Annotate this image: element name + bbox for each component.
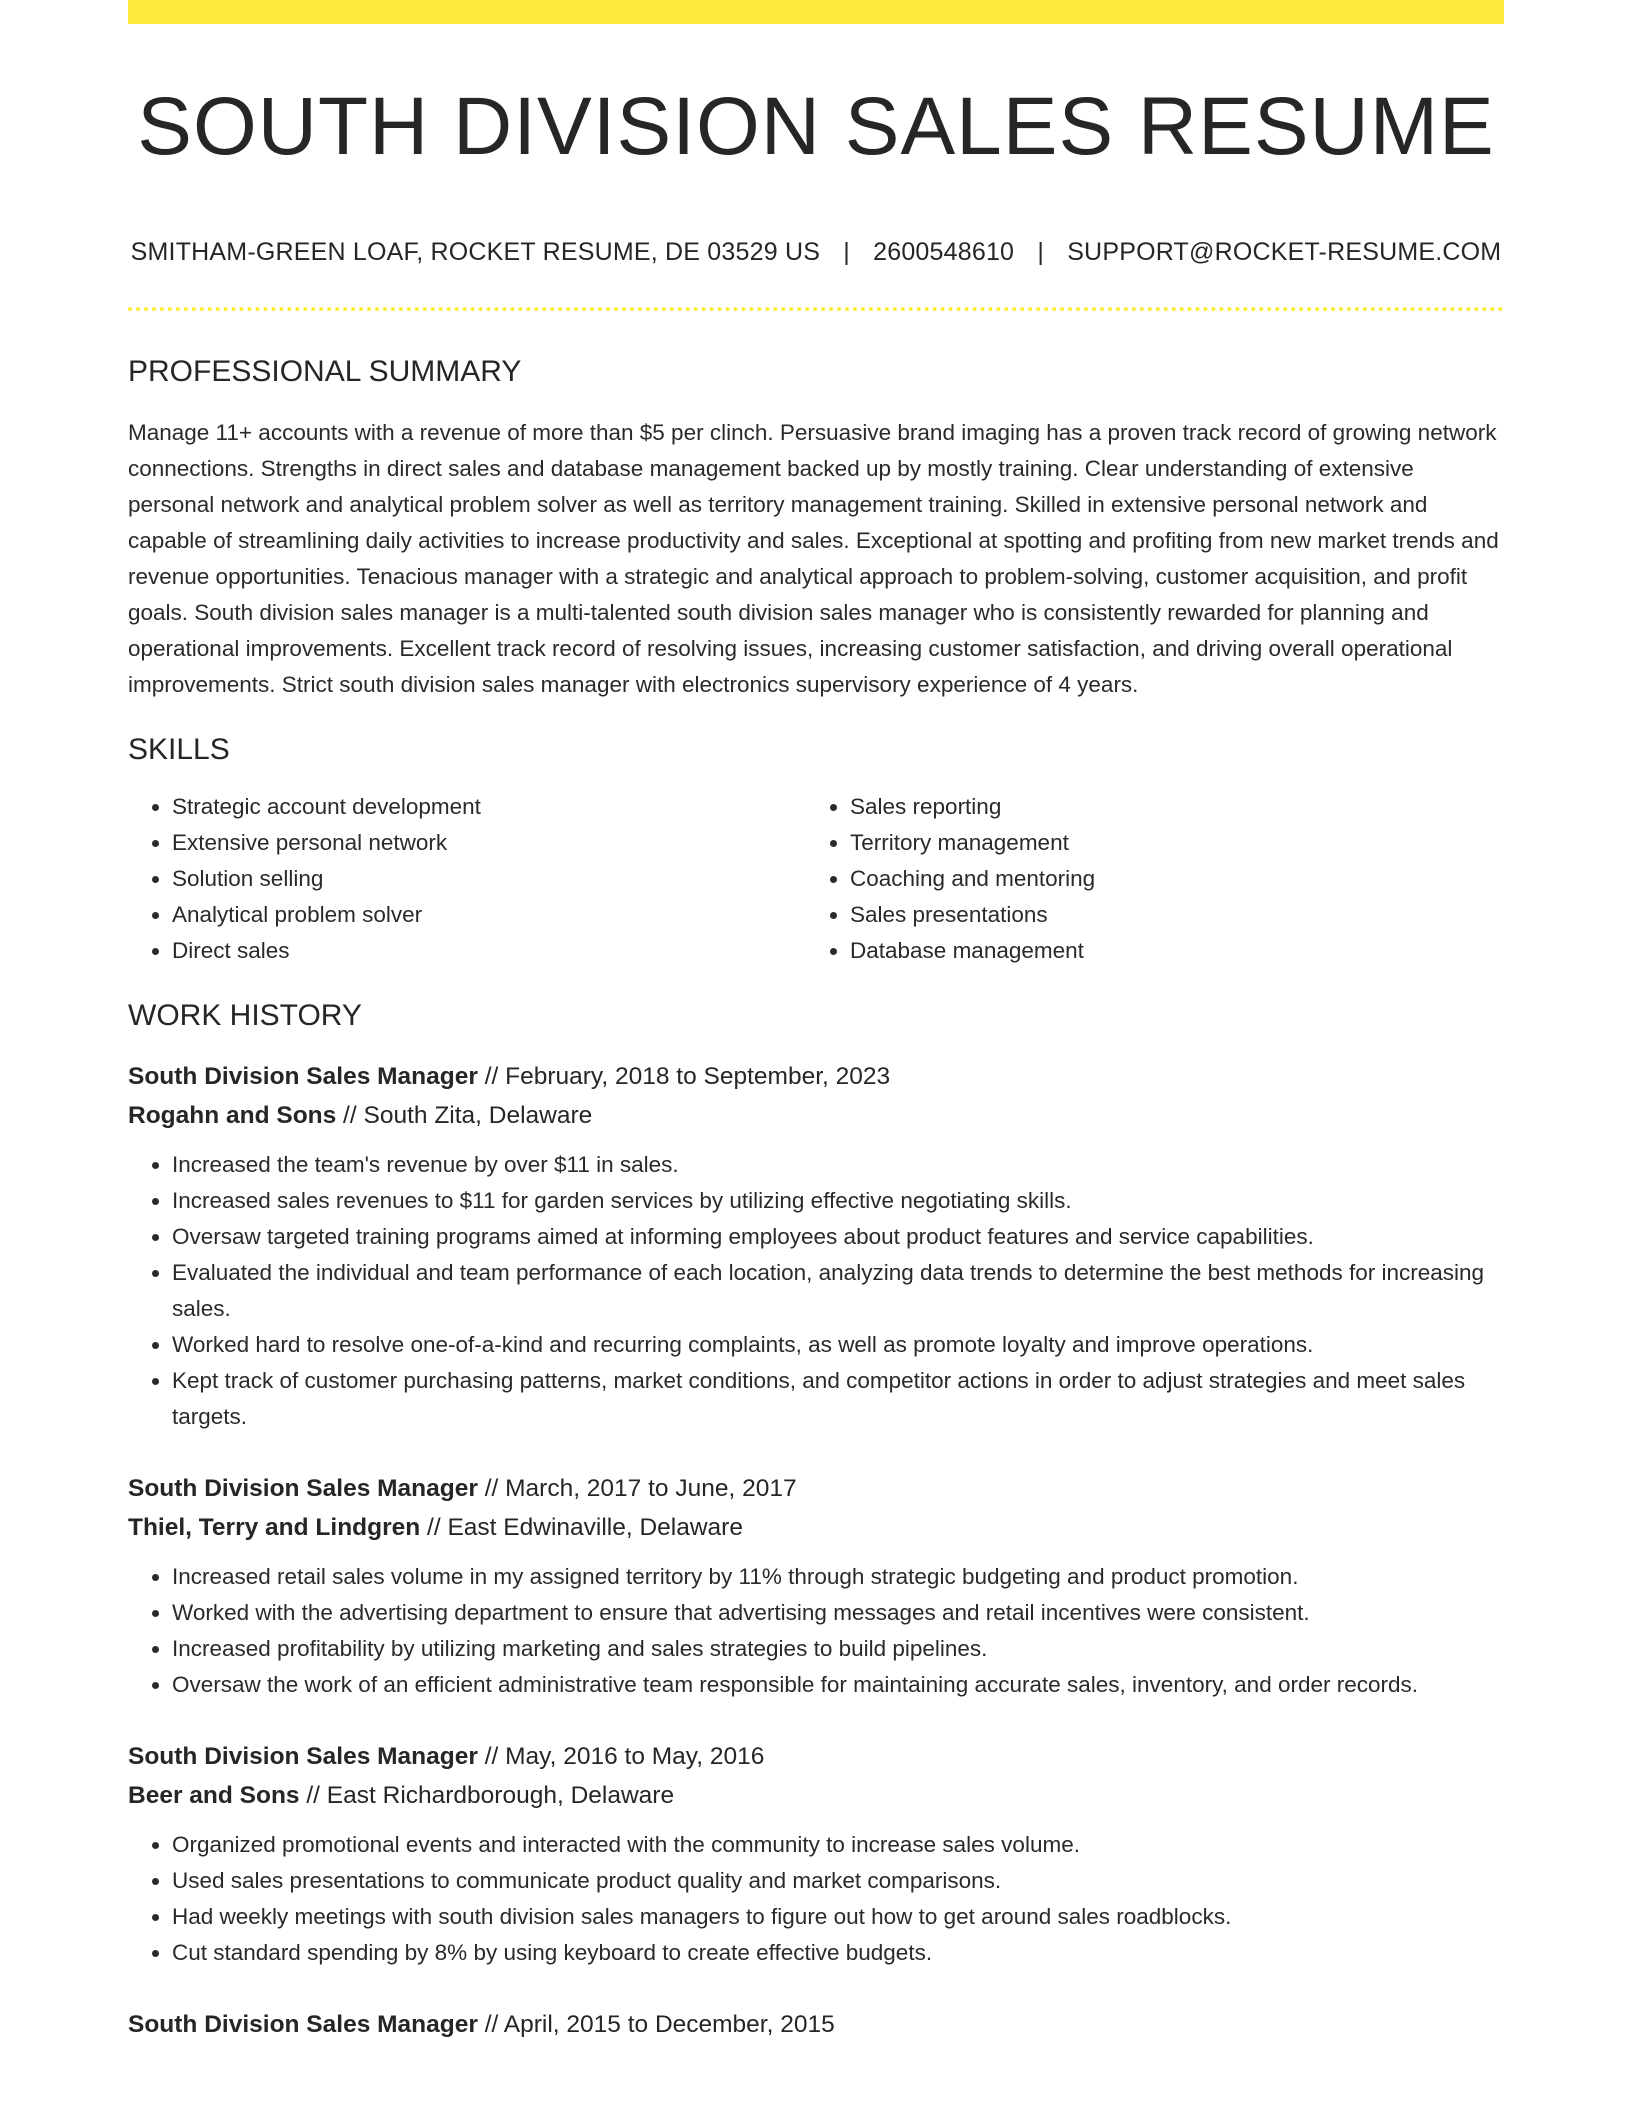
resume-page: [128, 0, 1504, 2044]
job-dates: April, 2015 to December, 2015: [503, 2011, 835, 2038]
contact-email: SUPPORT@ROCKET-RESUME.COM: [1067, 238, 1502, 266]
job-entry: [128, 1469, 1504, 1703]
skill-item: • Sales reporting: [850, 789, 1484, 825]
skill-item: • Extensive personal network: [172, 825, 806, 861]
skills-heading: SKILLS: [128, 733, 230, 766]
job-separator: //: [477, 2011, 504, 2038]
job-location: East Richardborough, Delaware: [326, 1782, 675, 1809]
top-accent-bar: [128, 0, 1504, 24]
contact-line: [128, 238, 1504, 267]
job-company: Thiel, Terry and Lindgren: [128, 1514, 421, 1541]
skills-list: [128, 789, 1504, 969]
contact-address: SMITHAM-GREEN LOAF, ROCKET RESUME, DE 03529 US: [130, 238, 821, 266]
job-dates: May, 2016 to May, 2016: [505, 1743, 765, 1770]
job-bullets: [128, 1559, 1504, 1703]
job-bullets: [128, 1147, 1504, 1435]
skill-item: • Database management: [850, 933, 1484, 969]
job-bullet: • Evaluated the individual and team performance of each location, analyzing data trends to determine the best methods for increasing sales.: [172, 1255, 1504, 1327]
job-company: Rogahn and Sons: [128, 1102, 337, 1129]
job-title-line: [128, 1737, 1504, 1776]
skills-column-left: [128, 789, 806, 969]
job-separator: //: [477, 1063, 506, 1090]
job-role: South Division Sales Manager: [128, 1743, 478, 1770]
skills-column-right: [806, 789, 1484, 969]
job-bullet: • Increased sales revenues to $11 for garden services by utilizing effective negotiating skills.: [172, 1183, 1504, 1219]
job-title-line: [128, 2005, 1504, 2044]
skill-item: • Strategic account development: [172, 789, 806, 825]
skill-item: • Sales presentations: [850, 897, 1484, 933]
skill-item: • Analytical problem solver: [172, 897, 806, 933]
job-bullet: • Increased profitability by utilizing marketing and sales strategies to build pipelines.: [172, 1631, 1504, 1667]
job-bullet: • Worked hard to resolve one-of-a-kind and recurring complaints, as well as promote loyalty and improve operations.: [172, 1327, 1504, 1363]
job-separator: //: [420, 1514, 448, 1541]
job-separator: //: [336, 1102, 364, 1129]
job-role: South Division Sales Manager: [128, 1475, 478, 1502]
job-separator: //: [299, 1782, 327, 1809]
job-company-line: [128, 1776, 1504, 1815]
job-company-line: [128, 1508, 1504, 1547]
job-location: South Zita, Delaware: [363, 1102, 593, 1129]
job-bullet: • Oversaw the work of an efficient administrative team responsible for maintaining accurate sales, inventory, and order records.: [172, 1667, 1504, 1703]
job-bullet: • Kept track of customer purchasing patterns, market conditions, and competitor actions in order to adjust strategies and meet sales targets.: [172, 1363, 1504, 1435]
job-bullet: • Oversaw targeted training programs aimed at informing employees about product features and service capabilities.: [172, 1219, 1504, 1255]
skill-item: • Territory management: [850, 825, 1484, 861]
job-bullet: • Increased retail sales volume in my assigned territory by 11% through strategic budgeting and product promotion.: [172, 1559, 1504, 1595]
dotted-divider: [128, 307, 1504, 311]
work-history-list: [128, 1057, 1504, 2044]
job-bullets: [128, 1827, 1504, 1971]
job-entry: [128, 1057, 1504, 1435]
contact-phone: 2600548610: [873, 238, 1015, 266]
job-bullet: • Increased the team's revenue by over $11 in sales.: [172, 1147, 1504, 1183]
summary-heading: PROFESSIONAL SUMMARY: [128, 355, 522, 388]
skill-item: • Solution selling: [172, 861, 806, 897]
job-bullet: • Organized promotional events and interacted with the community to increase sales volume.: [172, 1827, 1504, 1863]
job-entry: [128, 2005, 1504, 2044]
job-bullet: • Used sales presentations to communicate product quality and market comparisons.: [172, 1863, 1504, 1899]
work-history-heading: WORK HISTORY: [128, 999, 362, 1032]
job-dates: March, 2017 to June, 2017: [505, 1475, 797, 1502]
job-company-line: [128, 1096, 1504, 1135]
job-bullet: • Worked with the advertising department to ensure that advertising messages and retail incentives were consistent.: [172, 1595, 1504, 1631]
job-role: South Division Sales Manager: [128, 1063, 478, 1090]
job-title-line: [128, 1469, 1504, 1508]
contact-separator: |: [843, 238, 850, 266]
page-title: SOUTH DIVISION SALES RESUME: [137, 81, 1495, 172]
job-bullet: • Had weekly meetings with south division sales managers to figure out how to get around sales roadblocks.: [172, 1899, 1504, 1935]
job-title-line: [128, 1057, 1504, 1096]
job-entry: [128, 1737, 1504, 1971]
summary-text: Manage 11+ accounts with a revenue of more than $5 per clinch. Persuasive brand imaging has a proven track record of growing network connections. Strengths in direct sales and database management backed up by mostly training. Clear understanding of extensive personal network and analytical problem solver as well as territory management training. Skilled in extensive personal network and capable of streamlining daily activities to increase productivity and sales. Exceptional at spotting and profiting from new market trends and revenue opportunities. Tenacious manager with a strategic and analytical approach to problem-solving, customer acquisition, and profit goals. South division sales manager is a multi-talented south division sales manager who is consistently rewarded for planning and operational improvements. Excellent track record of resolving issues, increasing customer satisfaction, and driving overall operational improvements. Strict south division sales manager with electronics supervisory experience of 4 years.: [128, 420, 1499, 697]
job-location: East Edwinaville, Delaware: [447, 1514, 743, 1541]
job-separator: //: [477, 1475, 506, 1502]
skill-item: • Coaching and mentoring: [850, 861, 1484, 897]
job-bullet: • Cut standard spending by 8% by using keyboard to create effective budgets.: [172, 1935, 1504, 1971]
job-role: South Division Sales Manager: [128, 2011, 478, 2038]
job-dates: February, 2018 to September, 2023: [505, 1063, 891, 1090]
job-company: Beer and Sons: [128, 1782, 300, 1809]
skill-item: • Direct sales: [172, 933, 806, 969]
contact-separator: |: [1037, 238, 1045, 266]
job-separator: //: [477, 1743, 506, 1770]
